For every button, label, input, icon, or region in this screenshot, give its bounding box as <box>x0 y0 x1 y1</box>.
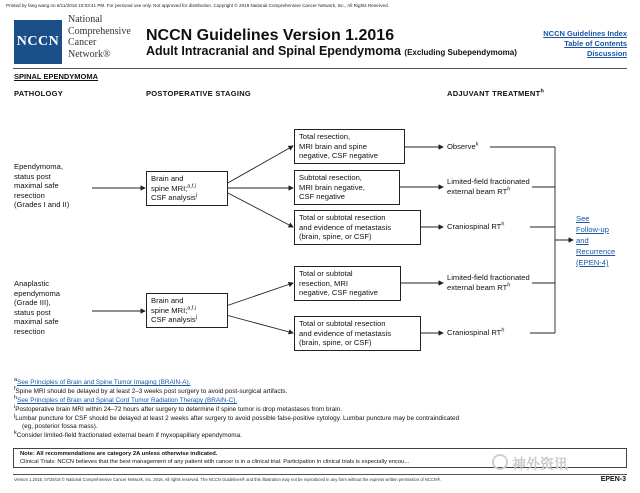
footnote-marker: j <box>195 192 197 199</box>
pathology-line: maximal safe <box>14 181 59 191</box>
logo-line: National <box>68 14 103 25</box>
stage-line: Total or subtotal resection <box>299 319 386 328</box>
pathology-line: maximal safe <box>14 317 59 327</box>
print-header: Printed by fang wang on 6/11/2016 10:03:41 PM. For personal use only. Not approved for distribution. Copyright © 2016 National Comprehensive Cancer Network, Inc., All Rights Reserved. <box>6 3 389 8</box>
footnote-marker: a,f,i <box>187 305 197 312</box>
logo-line: Network® <box>68 48 111 60</box>
stage-line: and evidence of metastasis <box>299 222 392 232</box>
staging-text: spine MRI; <box>151 183 188 193</box>
footnote-marker: f <box>14 385 16 392</box>
page-id: EPEN-3 <box>600 476 626 483</box>
footnote-f <box>14 385 288 396</box>
stage-line: (brain, spine, or CSF) <box>299 232 372 242</box>
footnote-marker: h <box>501 221 505 228</box>
treatment-limited-field-rt-1 <box>447 177 530 196</box>
pathology-line: Anaplastic <box>14 279 50 288</box>
pathology-line: resection <box>14 190 45 200</box>
footnote-marker: h <box>501 327 505 334</box>
logo-line: Cancer <box>68 37 97 48</box>
connector-staging2-to-s4 <box>226 283 293 306</box>
stage-line: negative, CSF negative <box>299 288 378 298</box>
treatment-text: Craniospinal RT <box>447 328 502 337</box>
discussion-link[interactable]: Discussion <box>586 49 627 58</box>
treatment-text: external beam RT <box>447 282 508 292</box>
connector-staging1-to-s1 <box>226 146 293 184</box>
footer-divider <box>13 474 627 475</box>
staging-line <box>151 184 223 194</box>
footnote-marker: i <box>14 403 16 410</box>
staging-text: CSF analysis <box>151 315 196 325</box>
footnote-text: Postoperative brain MRI within 24–72 hours after surgery to determine if spine tumor is drop metastases from brain. <box>15 406 343 413</box>
subtitle-qualifier: (Excluding Subependymoma) <box>404 48 517 57</box>
pathology-line: status post <box>14 171 51 181</box>
section-title: SPINAL EPENDYMOMA <box>14 72 99 81</box>
pathology-line: (Grade III), <box>14 298 51 308</box>
staging-line: Brain and <box>151 296 184 305</box>
brain-c-link[interactable]: See Principles of Brain and Spinal Cord Tumor Radiation Therapy (BRAIN-C). <box>17 397 238 404</box>
staging-line <box>151 315 223 325</box>
stage-line: negative, CSF negative <box>299 151 378 161</box>
follow-up-link-line[interactable]: See <box>576 214 590 223</box>
footnote-marker: h <box>507 282 511 289</box>
treatment-craniospinal-rt-2 <box>447 328 504 338</box>
footnote-marker: h <box>14 394 18 401</box>
treatment-text: Craniospinal RT <box>447 222 502 231</box>
stage-box-subtotal-resection <box>294 170 400 205</box>
staging-header: POSTOPERATIVE STAGING <box>146 89 252 98</box>
stage-box-metastasis-2 <box>294 316 421 351</box>
stage-line: resection, MRI <box>299 278 348 288</box>
staging-line: Brain and <box>151 174 184 183</box>
pathology-line: ependymoma <box>14 288 61 298</box>
pathology-anaplastic <box>14 279 60 337</box>
pathology-line: Ependymoma, <box>14 162 63 171</box>
footer-copyright: Version 1.2016, 07/29/16 © National Comprehensive Cancer Network, Inc. 2016, All rights reserved. The NCCN Guidelines® and this illustration may not be reproduced in any form without the express written permission of NCCN®. <box>14 477 442 482</box>
footnote-marker: j <box>14 412 16 419</box>
footnote-marker: a <box>14 376 18 383</box>
stage-line: Total resection, <box>299 132 351 141</box>
follow-up-link-line[interactable]: and <box>576 236 589 245</box>
footnote-marker: k <box>475 141 479 148</box>
footnote-marker: k <box>14 429 17 436</box>
stage-box-total-or-subtotal <box>294 266 401 301</box>
pathology-line: resection <box>14 326 45 336</box>
page-title: NCCN Guidelines Version 1.2016 <box>146 27 395 44</box>
treatment-line <box>447 283 530 293</box>
logo-line: Comprehensive <box>68 25 131 37</box>
adjuvant-header-label: ADJUVANT TREATMENT <box>447 89 541 98</box>
nccn-logo-mark: NCCN <box>14 20 62 64</box>
footnote-marker: h <box>507 186 511 193</box>
brain-a-link[interactable]: See Principles of Brain and Spine Tumor Imaging (BRAIN-A). <box>17 379 191 386</box>
footnote-text: Consider limited-field fractionated external beam if myxopapillary ependymoma. <box>16 432 242 439</box>
stage-line: Total or subtotal <box>299 269 353 278</box>
stage-line: and evidence of metastasis <box>299 328 392 338</box>
watermark-text: 神外资讯 <box>512 456 568 472</box>
treatment-observe <box>447 142 478 152</box>
guidelines-index-link[interactable]: NCCN Guidelines Index <box>543 29 627 38</box>
treatment-limited-field-rt-2 <box>447 273 530 292</box>
follow-up-link-line[interactable]: (EPEN-4) <box>576 258 609 267</box>
stage-line: (brain, spine, or CSF) <box>299 338 372 348</box>
footnote-text: (eg, posterior fossa mass). <box>22 423 98 430</box>
pathology-line: (Grades I and II) <box>14 200 70 210</box>
treatment-text: Limited-field fractionated <box>447 177 530 186</box>
stage-box-total-resection <box>294 129 405 164</box>
stage-line: MRI brain negative, <box>299 182 365 192</box>
staging-line <box>151 306 223 316</box>
staging-text: spine MRI; <box>151 305 188 315</box>
stage-box-metastasis-1 <box>294 210 421 245</box>
staging-box-1 <box>146 171 228 206</box>
staging-box-2 <box>146 293 228 328</box>
pathology-ependymoma <box>14 162 69 210</box>
connector-staging2-to-s5 <box>226 315 293 333</box>
follow-up-link-line[interactable]: Follow-up <box>576 225 609 234</box>
stage-line: Subtotal resection, <box>299 173 362 182</box>
follow-up-link-line[interactable]: Recurrence <box>576 247 616 256</box>
wechat-watermark-icon <box>492 454 508 470</box>
note-line: Clinical Trials: NCCN believes that the best management of any patient with cancer is in a clinical trial. Participation in clinical trials is especially encou... <box>20 459 410 465</box>
treatment-text: external beam RT <box>447 186 508 196</box>
footnote-k <box>14 429 242 440</box>
footnote-marker: a,f,i <box>187 183 197 190</box>
footnote-i <box>14 403 343 414</box>
subtitle-main: Adult Intracranial and Spinal Ependymoma <box>146 44 401 58</box>
pathology-line: status post <box>14 307 51 317</box>
stage-line: CSF negative <box>299 192 346 202</box>
footnote-j-cont <box>22 423 98 431</box>
footnote-text: Spine MRI should be delayed by at least 2–3 weeks post surgery to avoid post-surgical artifacts. <box>15 388 288 395</box>
footnote-marker: j <box>195 314 197 321</box>
treatment-text: Limited-field fractionated <box>447 273 530 282</box>
stage-line: MRI brain and spine <box>299 141 367 151</box>
stage-line: Total or subtotal resection <box>299 213 386 222</box>
treatment-text: Observe <box>447 142 476 151</box>
note-line: Note: All recommendations are category 2A unless otherwise indicated. <box>20 451 218 457</box>
staging-line <box>151 193 223 203</box>
footnote-marker: h <box>540 88 545 95</box>
footnote-h <box>14 394 238 405</box>
treatment-line <box>447 187 530 197</box>
pathology-header: PATHOLOGY <box>14 89 64 98</box>
staging-text: CSF analysis <box>151 193 196 203</box>
footnote-a <box>14 376 191 387</box>
table-of-contents-link[interactable]: Table of Contents <box>564 39 627 48</box>
footnote-text: Lumbar puncture for CSF should be delayed at least 2 weeks after surgery to avoid possible false-positive cytology. Lumbar puncture may be contraindicated <box>15 415 460 422</box>
follow-up-link[interactable] <box>576 213 615 268</box>
treatment-craniospinal-rt-1 <box>447 222 504 232</box>
connector-staging1-to-s3 <box>226 192 293 227</box>
